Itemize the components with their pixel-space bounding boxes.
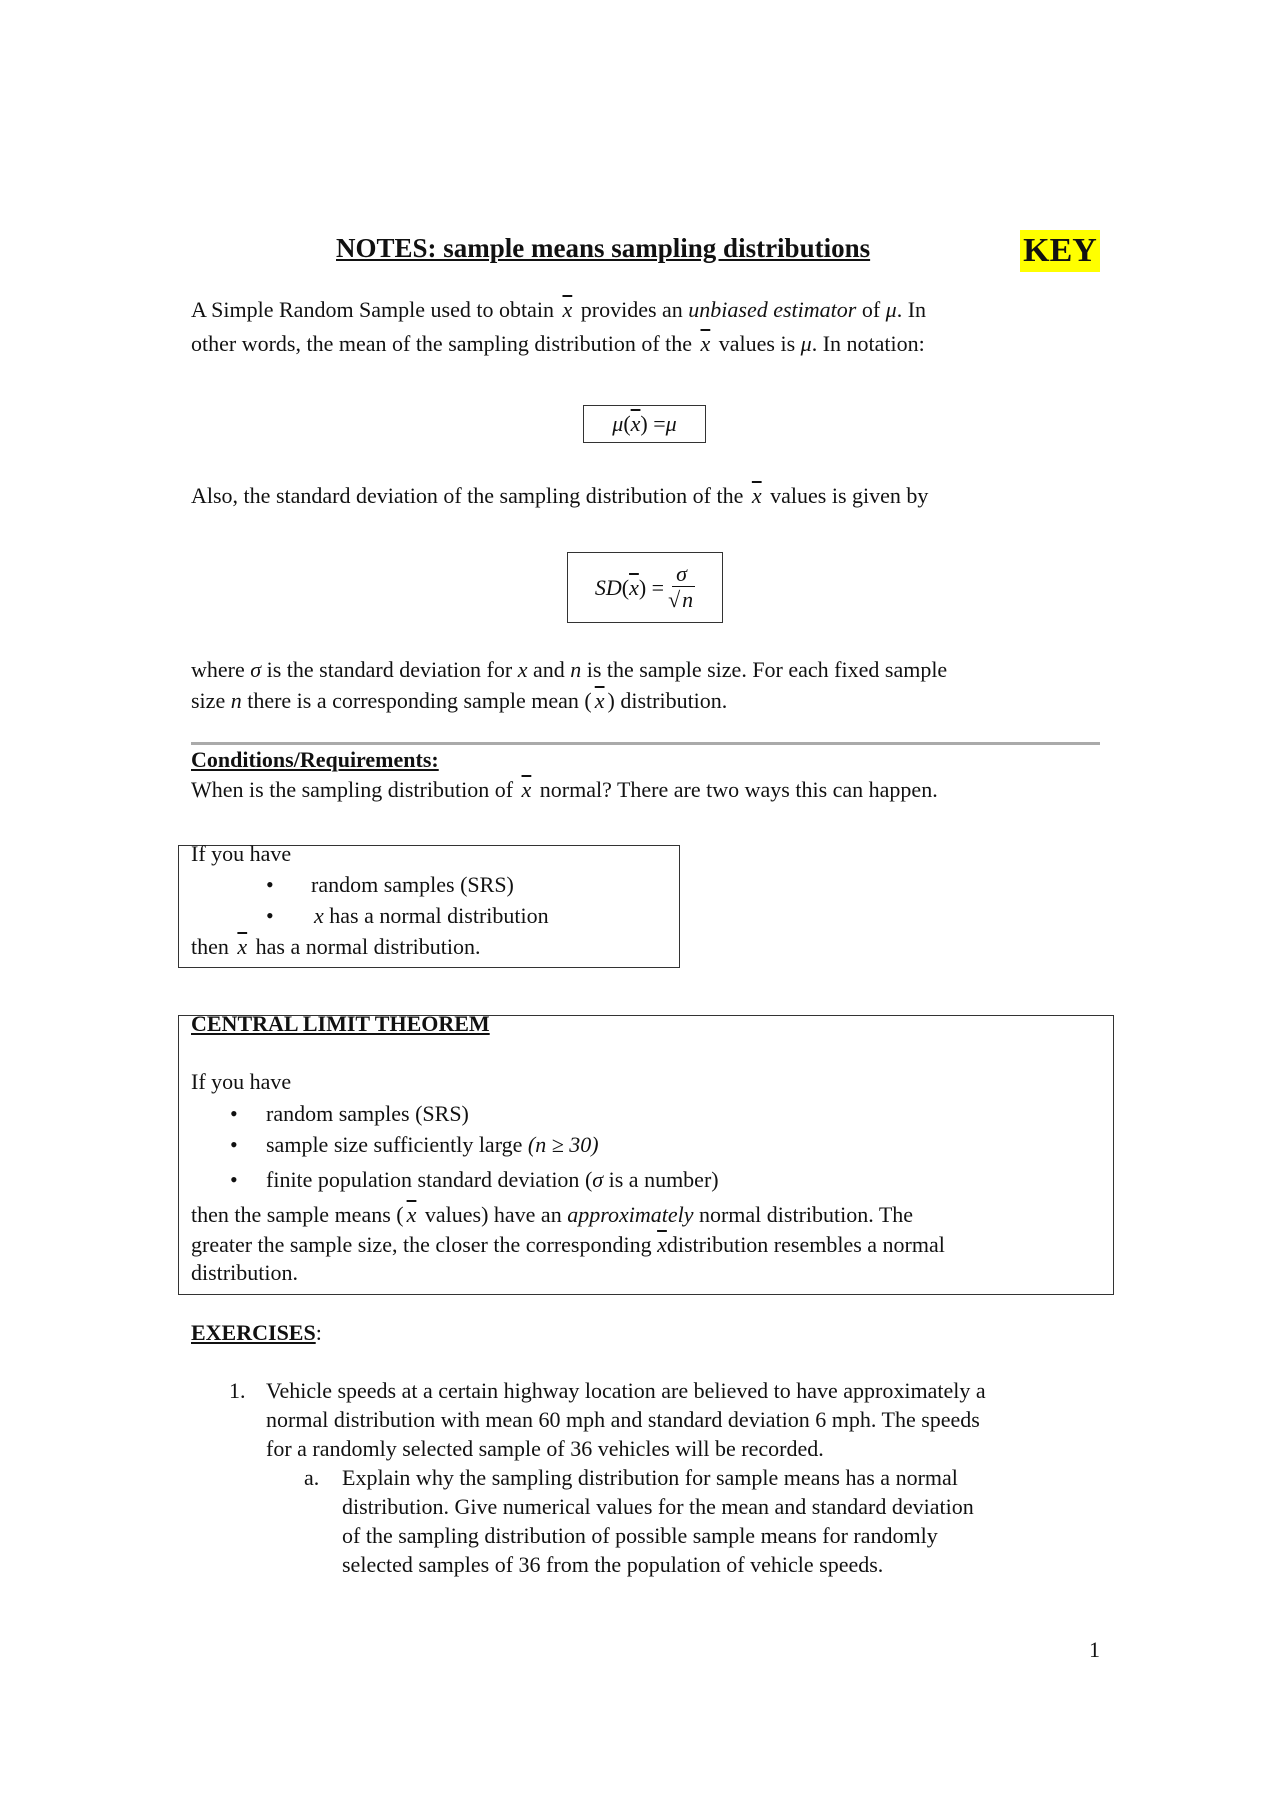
where-line-2	[191, 688, 727, 714]
sd-label: SD	[594, 574, 622, 600]
n-symbol: n	[682, 587, 694, 612]
clt-intro: If you have	[191, 1069, 292, 1094]
conditions-heading: Conditions/Requirements:	[191, 747, 439, 772]
divider	[191, 742, 1100, 745]
x-symbol: x	[314, 903, 324, 928]
also-line	[191, 483, 928, 509]
sigma-symbol: σ	[250, 657, 262, 682]
mu-symbol: μ	[800, 331, 812, 356]
sigma-symbol: σ	[592, 1167, 604, 1192]
exercise-1-line-3: for a randomly selected sample of 36 vehicles will be recorded.	[266, 1436, 824, 1461]
mu-symbol: μ	[612, 411, 624, 436]
clt-item-2	[266, 1132, 599, 1158]
clt-then-2	[191, 1232, 945, 1258]
xbar-symbol: $\overline{x}$	[657, 1232, 667, 1257]
emphasis-text: unbiased estimator	[688, 297, 857, 322]
fraction	[668, 562, 695, 613]
formula-mean-box	[583, 405, 706, 443]
bullet-icon: •	[266, 903, 274, 928]
subquestion-label: a.	[304, 1465, 320, 1490]
xbar-symbol: $\overline{x}$	[594, 688, 605, 713]
text: finite population standard deviation	[266, 1167, 580, 1192]
text: . In	[896, 297, 927, 322]
text: normal distribution. The	[698, 1202, 914, 1227]
subquestion-a-line-1: Explain why the sampling distribution for sample means has a normal	[342, 1465, 958, 1490]
bullet-icon: •	[266, 872, 274, 897]
bullet-icon: •	[230, 1167, 238, 1192]
box1-bullet-2	[266, 903, 274, 929]
conditions-question	[191, 777, 938, 803]
text: distribution resembles a normal	[666, 1232, 945, 1257]
n-symbol: n	[570, 657, 582, 682]
colon: :	[315, 1320, 322, 1345]
xbar-symbol: $\overline{x}$	[751, 483, 762, 508]
text: where	[191, 657, 245, 682]
text: sample size sufficiently large	[266, 1132, 523, 1157]
clt-then-1	[191, 1202, 913, 1228]
exercise-1-line-1: Vehicle speeds at a certain highway location are believed to have approximately a	[266, 1378, 986, 1403]
exercise-1-line-2: normal distribution with mean 60 mph and standard deviation 6 mph. The speeds	[266, 1407, 980, 1432]
mu-symbol: μ	[885, 297, 897, 322]
text: then the sample means (	[191, 1202, 404, 1227]
text: and	[532, 657, 565, 682]
key-badge: KEY	[1020, 230, 1100, 272]
bullet-icon: •	[230, 1132, 238, 1157]
xbar-symbol: $\overline{x}$	[237, 934, 248, 959]
clt-item-3	[266, 1167, 719, 1193]
page-number: 1	[1089, 1637, 1100, 1662]
equals: ) =	[638, 574, 665, 600]
paren: (	[623, 411, 631, 436]
page-title: NOTES: sample means sampling distributions	[336, 233, 871, 263]
text: there is a corresponding sample mean (	[247, 688, 592, 713]
text: normal? There are two ways this can happen.	[539, 777, 938, 802]
formula-sd-box	[567, 552, 723, 623]
n-symbol: n	[230, 688, 242, 713]
mu-symbol: μ	[665, 411, 677, 436]
text: values is	[718, 331, 796, 356]
text: is a number)	[603, 1167, 719, 1192]
sqrt-icon: √	[668, 587, 681, 612]
text: Also, the standard deviation of the sampling distribution of the	[191, 483, 744, 508]
intro-line-2	[191, 331, 925, 357]
exercise-number: 1.	[229, 1378, 246, 1403]
xbar-symbol: $\overline{x}$	[562, 297, 573, 322]
text: is the sample size. For each fixed sample	[586, 657, 948, 682]
text: then	[191, 934, 229, 959]
text: other words, the mean of the sampling distribution of the	[191, 331, 693, 356]
math-condition: (n ≥ 30)	[527, 1132, 599, 1157]
emphasis-text: approximately	[567, 1202, 694, 1227]
intro-line-1	[191, 297, 926, 323]
xbar-symbol: $\overline{x}$	[629, 574, 639, 600]
text: When is the sampling distribution of	[191, 777, 514, 802]
paren: (	[621, 574, 630, 600]
where-line-1	[191, 657, 947, 683]
text: has a normal distribution	[329, 903, 549, 928]
equals: ) =	[640, 411, 666, 436]
box1-bullet-1	[266, 872, 274, 898]
heading-text: EXERCISES	[191, 1320, 316, 1345]
xbar-symbol: $\overline{x}$	[630, 411, 641, 436]
clt-then-3: distribution.	[191, 1260, 298, 1285]
text: . In notation:	[811, 331, 925, 356]
text: values is given by	[770, 483, 929, 508]
numerator-sigma: σ	[672, 562, 691, 587]
subquestion-a-line-3: of the sampling distribution of possible sample means for randomly	[342, 1523, 938, 1548]
text: of	[861, 297, 881, 322]
xbar-symbol: $\overline{x}$	[700, 331, 711, 356]
subquestion-a-line-2: distribution. Give numerical values for the mean and standard deviation	[342, 1494, 974, 1519]
subquestion-a-line-4: selected samples of 36 from the population of vehicle speeds.	[342, 1552, 884, 1577]
text: values) have an	[424, 1202, 562, 1227]
text: A Simple Random Sample used to obtain	[191, 297, 554, 322]
box1-then	[191, 934, 481, 960]
bullet-icon: •	[230, 1101, 238, 1126]
x-symbol: x	[517, 657, 528, 682]
clt-item-1: random samples (SRS)	[266, 1101, 469, 1126]
text: size	[191, 688, 226, 713]
box1-item-1: random samples (SRS)	[311, 872, 514, 897]
text: ) distribution.	[607, 688, 728, 713]
xbar-symbol: $\overline{x}$	[406, 1202, 417, 1227]
paren: (	[584, 1167, 593, 1192]
text: provides an	[580, 297, 683, 322]
clt-heading: CENTRAL LIMIT THEOREM	[191, 1011, 490, 1036]
box1-intro: If you have	[191, 841, 292, 866]
text: is the standard deviation for	[266, 657, 513, 682]
xbar-symbol: $\overline{x}$	[521, 777, 532, 802]
text: has a normal distribution.	[255, 934, 481, 959]
exercises-heading	[191, 1320, 322, 1346]
box1-item-2	[314, 903, 549, 929]
text: greater the sample size, the closer the corresponding	[191, 1232, 652, 1257]
denominator	[668, 587, 695, 613]
